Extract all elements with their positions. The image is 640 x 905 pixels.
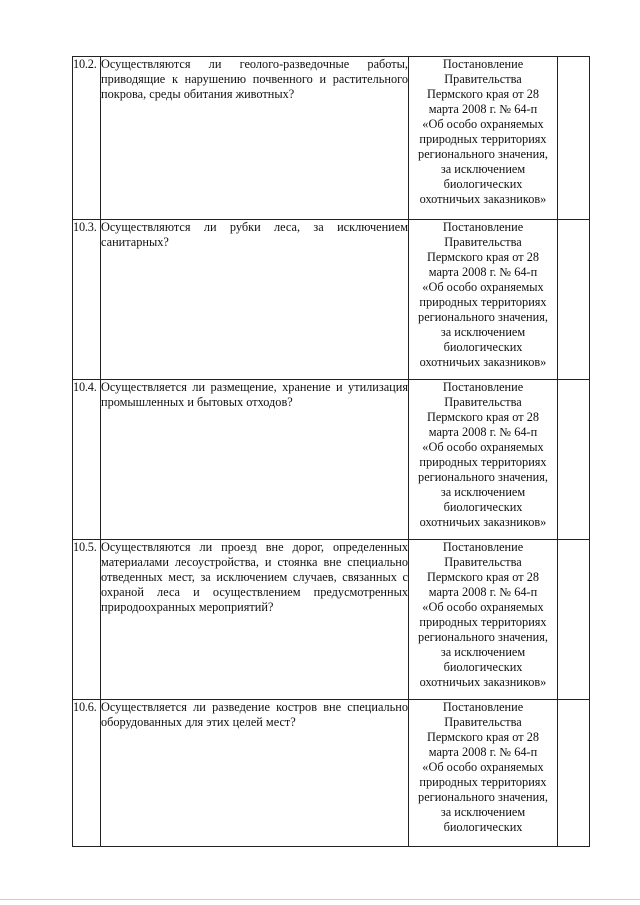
legal-basis-line: за исключением	[440, 485, 526, 499]
answer-cell[interactable]	[558, 700, 590, 847]
question-text: Осуществляется ли разведение костров вне специально оборудованных для этих целей мест?	[101, 700, 409, 847]
question-text: Осуществляются ли проезд вне дорог, определенных материалами лесоустройства, и стоянка вне специально отведенных мест, за исключением случаев, связанных с охраной леса и осуществлением предусмотренных природоохранных мероприятий?	[101, 540, 409, 700]
legal-basis-line: охотничьих заказников»	[419, 355, 547, 369]
legal-basis-line: охотничьих заказников»	[419, 515, 547, 529]
legal-basis-line: марта 2008 г. № 64-п	[428, 265, 538, 279]
legal-basis-line: Пермского края от 28	[426, 250, 540, 264]
page-edge-divider	[0, 899, 640, 900]
legal-basis-line: Пермского края от 28	[426, 410, 540, 424]
legal-basis-line: Постановление	[442, 57, 524, 71]
legal-basis-line: Правительства	[444, 395, 522, 409]
legal-basis-line: Правительства	[444, 235, 522, 249]
legal-basis-line: биологических	[443, 820, 523, 834]
item-number: 10.2.	[73, 57, 101, 220]
legal-basis-line: природных территориях	[419, 295, 547, 309]
legal-basis-line: за исключением	[440, 805, 526, 819]
legal-basis-line: биологических	[443, 340, 523, 354]
legal-basis-line: «Об особо охраняемых	[422, 440, 544, 454]
item-number: 10.6.	[73, 700, 101, 847]
legal-basis-line: охотничьих заказников»	[419, 675, 547, 689]
legal-basis-line: за исключением	[440, 325, 526, 339]
legal-basis-line: Постановление	[442, 220, 524, 234]
legal-basis-line: «Об особо охраняемых	[422, 760, 544, 774]
legal-basis	[409, 380, 558, 540]
legal-basis-line: регионального значения,	[418, 147, 548, 161]
legal-basis-line: природных территориях	[419, 775, 547, 789]
legal-basis-line: Пермского края от 28	[426, 730, 540, 744]
legal-basis-line: биологических	[443, 177, 523, 191]
legal-basis	[409, 700, 558, 847]
legal-basis	[409, 220, 558, 380]
legal-basis-line: за исключением	[440, 162, 526, 176]
question-text: Осуществляются ли рубки леса, за исключением санитарных?	[101, 220, 409, 380]
checklist-table	[72, 56, 590, 847]
legal-basis-line: «Об особо охраняемых	[422, 117, 544, 131]
question-text: Осуществляется ли размещение, хранение и утилизация промышленных и бытовых отходов?	[101, 380, 409, 540]
legal-basis-line: биологических	[443, 660, 523, 674]
legal-basis-line: Постановление	[442, 380, 524, 394]
legal-basis-line: регионального значения,	[418, 790, 548, 804]
legal-basis-line: Постановление	[442, 540, 524, 554]
legal-basis-line: марта 2008 г. № 64-п	[428, 745, 538, 759]
item-number: 10.3.	[73, 220, 101, 380]
legal-basis	[409, 540, 558, 700]
legal-basis-line: природных территориях	[419, 455, 547, 469]
legal-basis-line: марта 2008 г. № 64-п	[428, 585, 538, 599]
legal-basis-line: марта 2008 г. № 64-п	[428, 102, 538, 116]
legal-basis-line: природных территориях	[419, 615, 547, 629]
table-row	[73, 700, 590, 847]
answer-cell[interactable]	[558, 380, 590, 540]
legal-basis	[409, 57, 558, 220]
item-number: 10.5.	[73, 540, 101, 700]
question-text: Осуществляются ли геолого-разведочные работы, приводящие к нарушению почвенного и растительного покрова, среды обитания животных?	[101, 57, 409, 220]
legal-basis-line: «Об особо охраняемых	[422, 280, 544, 294]
item-number: 10.4.	[73, 380, 101, 540]
legal-basis-line: биологических	[443, 500, 523, 514]
legal-basis-line: охотничьих заказников»	[419, 192, 547, 206]
legal-basis-line: Пермского края от 28	[426, 570, 540, 584]
table-row	[73, 220, 590, 380]
answer-cell[interactable]	[558, 220, 590, 380]
legal-basis-line: регионального значения,	[418, 470, 548, 484]
legal-basis-line: за исключением	[440, 645, 526, 659]
table-row	[73, 57, 590, 220]
legal-basis-line: природных территориях	[419, 132, 547, 146]
legal-basis-line: Правительства	[444, 72, 522, 86]
answer-cell[interactable]	[558, 540, 590, 700]
legal-basis-line: Правительства	[444, 555, 522, 569]
table-row	[73, 540, 590, 700]
legal-basis-line: Правительства	[444, 715, 522, 729]
legal-basis-line: марта 2008 г. № 64-п	[428, 425, 538, 439]
table-row	[73, 380, 590, 540]
legal-basis-line: регионального значения,	[418, 630, 548, 644]
legal-basis-line: Пермского края от 28	[426, 87, 540, 101]
answer-cell[interactable]	[558, 57, 590, 220]
legal-basis-line: Постановление	[442, 700, 524, 714]
legal-basis-line: «Об особо охраняемых	[422, 600, 544, 614]
legal-basis-line: регионального значения,	[418, 310, 548, 324]
